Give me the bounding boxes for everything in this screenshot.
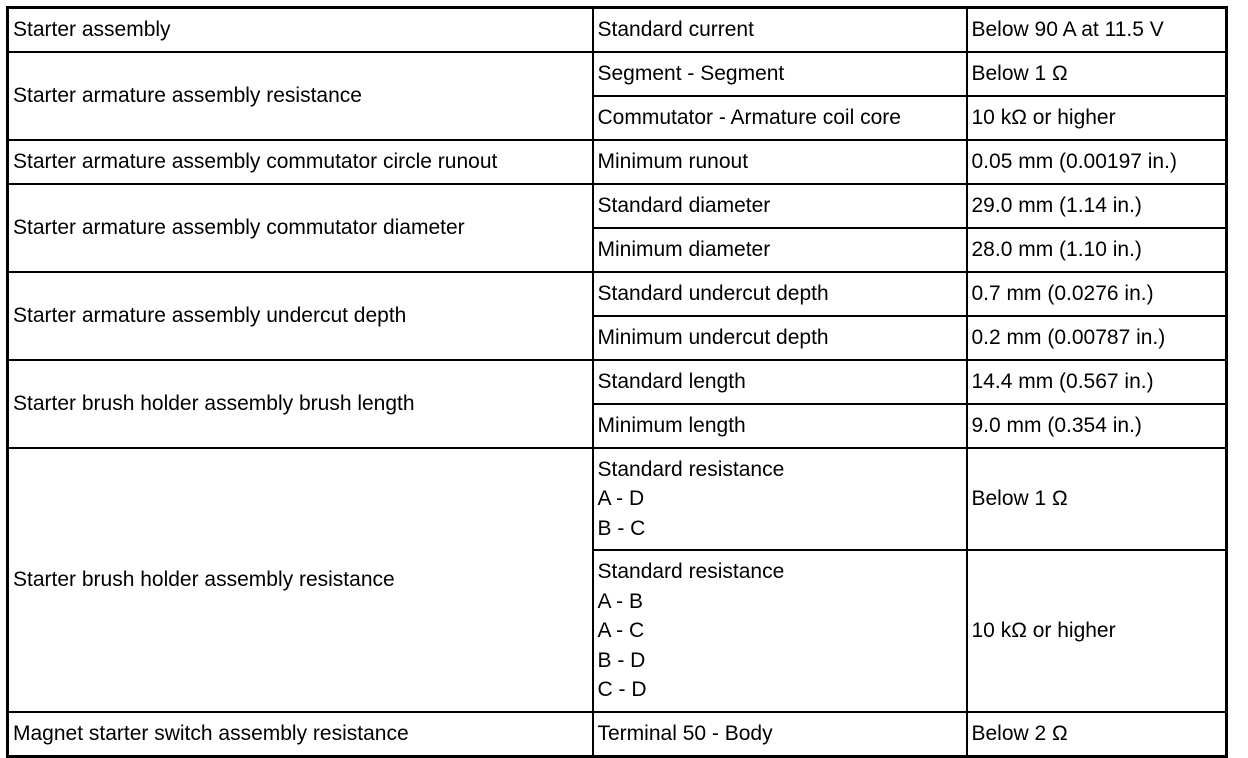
value-cell: 0.05 mm (0.00197 in.) <box>967 140 1227 184</box>
value-cell: 29.0 mm (1.14 in.) <box>967 184 1227 228</box>
condition-cell: Standard length <box>593 360 967 404</box>
item-cell: Starter assembly <box>8 8 593 53</box>
value-cell: 28.0 mm (1.10 in.) <box>967 228 1227 272</box>
condition-cell: Standard resistance A - D B - C <box>593 448 967 550</box>
table-row <box>8 8 1227 53</box>
item-cell: Magnet starter switch assembly resistance <box>8 712 593 757</box>
condition-cell: Commutator - Armature coil core <box>593 96 967 140</box>
value-cell: Below 1 Ω <box>967 52 1227 96</box>
spec-table <box>6 6 1228 758</box>
item-cell: Starter brush holder assembly brush length <box>8 360 593 448</box>
value-cell: Below 90 A at 11.5 V <box>967 8 1227 53</box>
table-row <box>8 140 1227 184</box>
condition-cell: Terminal 50 - Body <box>593 712 967 757</box>
table-row <box>8 712 1227 757</box>
condition-cell: Standard resistance A - B A - C B - D C - D <box>593 550 967 712</box>
condition-cell: Minimum diameter <box>593 228 967 272</box>
table-row <box>8 448 1227 550</box>
value-cell: Below 2 Ω <box>967 712 1227 757</box>
value-cell: 0.7 mm (0.0276 in.) <box>967 272 1227 316</box>
condition-cell: Minimum length <box>593 404 967 448</box>
condition-cell: Standard undercut depth <box>593 272 967 316</box>
condition-cell: Standard current <box>593 8 967 53</box>
item-cell: Starter armature assembly resistance <box>8 52 593 140</box>
condition-cell: Standard diameter <box>593 184 967 228</box>
condition-cell: Minimum undercut depth <box>593 316 967 360</box>
item-cell: Starter armature assembly undercut depth <box>8 272 593 360</box>
item-cell: Starter armature assembly commutator diameter <box>8 184 593 272</box>
value-cell: 0.2 mm (0.00787 in.) <box>967 316 1227 360</box>
condition-cell: Minimum runout <box>593 140 967 184</box>
value-cell: 10 kΩ or higher <box>967 550 1227 712</box>
item-cell: Starter armature assembly commutator circle runout <box>8 140 593 184</box>
value-cell: Below 1 Ω <box>967 448 1227 550</box>
value-cell: 10 kΩ or higher <box>967 96 1227 140</box>
value-cell: 14.4 mm (0.567 in.) <box>967 360 1227 404</box>
item-cell: Starter brush holder assembly resistance <box>8 448 593 712</box>
table-row <box>8 184 1227 228</box>
table-row <box>8 272 1227 316</box>
value-cell: 9.0 mm (0.354 in.) <box>967 404 1227 448</box>
table-row <box>8 360 1227 404</box>
table-row <box>8 52 1227 96</box>
condition-cell: Segment - Segment <box>593 52 967 96</box>
